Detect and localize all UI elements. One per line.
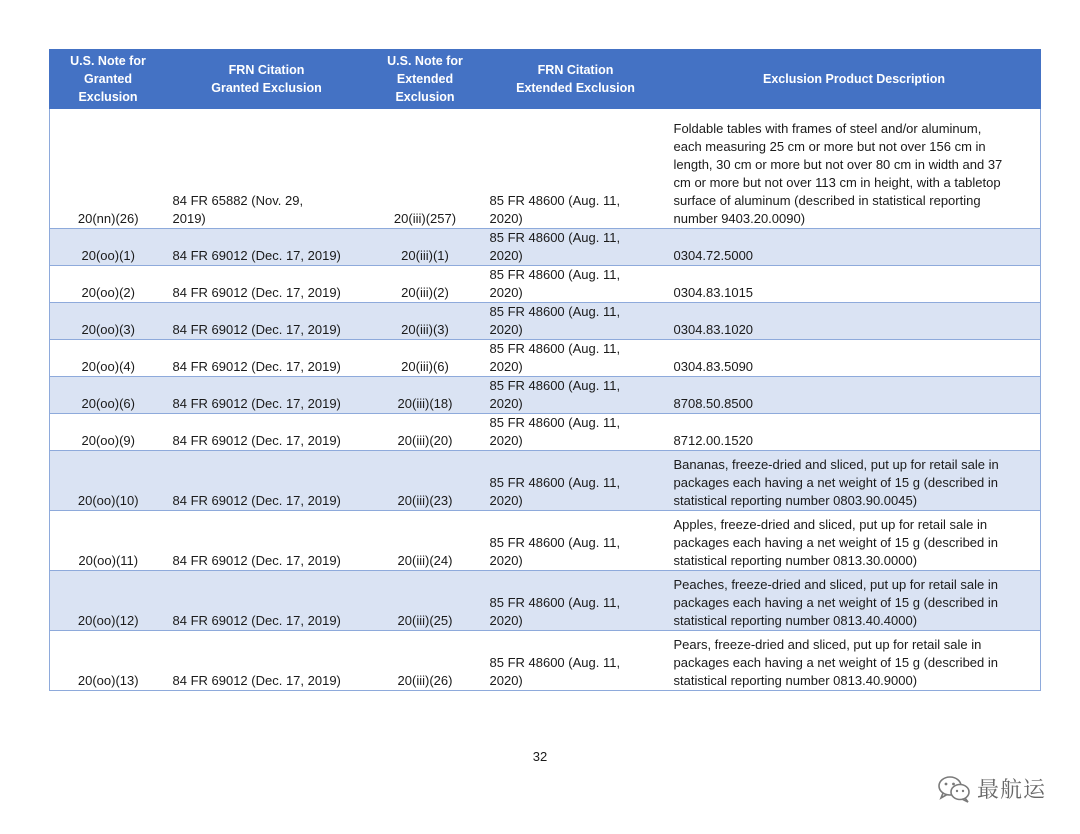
table-row [50,377,1041,414]
cell-line: 84 FR 69012 (Dec. 17, 2019) [172,359,341,374]
cell-line: Pears, freeze-dried and sliced, put up for retail sale in [673,637,982,652]
note-granted-cell: 20(oo)(1) [50,229,167,266]
note-granted-cell: 20(oo)(3) [50,303,167,340]
cell-line: surface of aluminum (described in statistical reporting [673,193,981,208]
cell-line: 2020) [489,673,523,688]
cell-line: 85 FR 48600 (Aug. 11, [489,378,621,393]
frn-granted-cell [167,571,367,631]
description-cell [668,303,1041,340]
table-row [50,451,1041,511]
note-extended-cell: 20(iii)(6) [367,340,484,377]
note-granted-cell: 20(oo)(6) [50,377,167,414]
cell-line: 84 FR 69012 (Dec. 17, 2019) [172,396,341,411]
cell-line: U.S. Note for [387,54,463,68]
cell-line: packages each having a net weight of 15 g (described in [673,475,998,490]
frn-extended-cell [484,451,668,511]
cell-line: 84 FR 69012 (Dec. 17, 2019) [172,613,341,628]
cell-line: Exclusion [395,90,455,104]
cell-line: Extended [396,72,454,86]
frn-granted-cell [167,303,367,340]
note-extended-cell: 20(iii)(1) [367,229,484,266]
description-cell [668,571,1041,631]
note-granted-cell: 20(oo)(12) [50,571,167,631]
cell-line: 84 FR 69012 (Dec. 17, 2019) [172,248,341,263]
cell-line: 0304.83.1015 [673,285,754,300]
cell-line: 2020) [489,433,523,448]
cell-line: 8712.00.1520 [673,433,754,448]
cell-line: 85 FR 48600 (Aug. 11, [489,304,621,319]
cell-line: 2020) [489,248,523,263]
column-header [167,50,367,109]
description-cell [668,109,1041,229]
cell-line: 85 FR 48600 (Aug. 11, [489,415,621,430]
cell-line: Foldable tables with frames of steel and/or aluminum, [673,121,982,136]
description-cell [668,229,1041,266]
table-row [50,414,1041,451]
cell-line: FRN Citation [537,63,614,77]
cell-line: 2020) [489,211,523,226]
cell-line: FRN Citation [228,63,305,77]
table-row [50,340,1041,377]
frn-granted-cell [167,414,367,451]
frn-granted-cell [167,340,367,377]
cell-line: 2020) [489,613,523,628]
cell-line: 85 FR 48600 (Aug. 11, [489,655,621,670]
cell-line: 85 FR 48600 (Aug. 11, [489,595,621,610]
cell-line: 84 FR 69012 (Dec. 17, 2019) [172,322,341,337]
watermark-text: 最航运 [976,777,1046,802]
note-granted-cell: 20(oo)(2) [50,266,167,303]
cell-line: 85 FR 48600 (Aug. 11, [489,267,621,282]
frn-extended-cell [484,631,668,691]
frn-granted-cell [167,229,367,266]
cell-line: 84 FR 69012 (Dec. 17, 2019) [172,493,341,508]
frn-extended-cell [484,511,668,571]
note-extended-cell: 20(iii)(257) [367,109,484,229]
cell-line: 84 FR 65882 (Nov. 29, [172,193,304,208]
note-extended-cell: 20(iii)(24) [367,511,484,571]
note-granted-cell: 20(oo)(9) [50,414,167,451]
wechat-icon [937,775,971,803]
description-cell [668,340,1041,377]
note-extended-cell: 20(iii)(18) [367,377,484,414]
cell-line: statistical reporting number 0813.40.9000) [673,673,918,688]
cell-line: U.S. Note for [70,54,146,68]
cell-line: 84 FR 69012 (Dec. 17, 2019) [172,285,341,300]
cell-line: 2019) [172,211,206,226]
cell-line: packages each having a net weight of 15 g (described in [673,535,998,550]
cell-line: number 9403.20.0090) [673,211,806,226]
cell-line: Granted Exclusion [211,81,322,95]
cell-line: 84 FR 69012 (Dec. 17, 2019) [172,433,341,448]
page-number: 32 [532,749,548,764]
cell-line: cm or more but not over 113 cm in height, with a tabletop [673,175,1001,190]
header-row [50,50,1041,109]
description-cell [668,377,1041,414]
note-extended-cell: 20(iii)(20) [367,414,484,451]
note-granted-cell: 20(oo)(4) [50,340,167,377]
cell-line: statistical reporting number 0803.90.0045) [673,493,918,508]
frn-granted-cell [167,631,367,691]
exclusion-table [49,49,1041,691]
cell-line: Exclusion [78,90,138,104]
cell-line: each measuring 25 cm or more but not over 156 cm in [673,139,986,154]
table-row [50,109,1041,229]
cell-line: packages each having a net weight of 15 g (described in [673,595,998,610]
table-row [50,631,1041,691]
cell-line: 2020) [489,396,523,411]
note-granted-cell: 20(nn)(26) [50,109,167,229]
cell-line: 85 FR 48600 (Aug. 11, [489,193,621,208]
cell-line: Bananas, freeze-dried and sliced, put up for retail sale in [673,457,999,472]
cell-line: 85 FR 48600 (Aug. 11, [489,341,621,356]
note-granted-cell: 20(oo)(13) [50,631,167,691]
description-cell [668,451,1041,511]
frn-extended-cell [484,571,668,631]
watermark [937,773,1046,804]
description-cell [668,511,1041,571]
note-granted-cell: 20(oo)(10) [50,451,167,511]
cell-line: 84 FR 69012 (Dec. 17, 2019) [172,553,341,568]
cell-line: statistical reporting number 0813.40.4000) [673,613,918,628]
cell-line: 84 FR 69012 (Dec. 17, 2019) [172,673,341,688]
table-row [50,303,1041,340]
cell-line: packages each having a net weight of 15 g (described in [673,655,998,670]
cell-line: 2020) [489,322,523,337]
description-cell [668,266,1041,303]
frn-extended-cell [484,414,668,451]
table-body [50,109,1041,691]
frn-extended-cell [484,377,668,414]
note-granted-cell: 20(oo)(11) [50,511,167,571]
table-row [50,571,1041,631]
frn-granted-cell [167,511,367,571]
frn-extended-cell [484,303,668,340]
frn-granted-cell [167,377,367,414]
cell-line: 0304.72.5000 [673,248,754,263]
cell-line: Apples, freeze-dried and sliced, put up for retail sale in [673,517,988,532]
cell-line: Granted [84,72,132,86]
cell-line: 2020) [489,553,523,568]
cell-line: 2020) [489,359,523,374]
frn-extended-cell [484,266,668,303]
column-header [367,50,484,109]
frn-extended-cell [484,229,668,266]
column-header [50,50,167,109]
cell-line: 2020) [489,493,523,508]
description-cell [668,631,1041,691]
cell-line: 85 FR 48600 (Aug. 11, [489,535,621,550]
frn-extended-cell [484,109,668,229]
note-extended-cell: 20(iii)(25) [367,571,484,631]
table-row [50,266,1041,303]
cell-line: Extended Exclusion [516,81,635,95]
note-extended-cell: 20(iii)(26) [367,631,484,691]
table-row [50,229,1041,266]
cell-line: 85 FR 48600 (Aug. 11, [489,475,621,490]
cell-line: 85 FR 48600 (Aug. 11, [489,230,621,245]
cell-line: 2020) [489,285,523,300]
cell-line: 0304.83.1020 [673,322,754,337]
cell-line: Exclusion Product Description [763,72,945,86]
cell-line: length, 30 cm or more but not over 80 cm in width and 37 [673,157,1003,172]
cell-line: Peaches, freeze-dried and sliced, put up for retail sale in [673,577,998,592]
column-header [484,50,668,109]
frn-granted-cell [167,109,367,229]
cell-line: statistical reporting number 0813.30.0000) [673,553,918,568]
note-extended-cell: 20(iii)(3) [367,303,484,340]
note-extended-cell: 20(iii)(23) [367,451,484,511]
frn-granted-cell [167,266,367,303]
table-row [50,511,1041,571]
note-extended-cell: 20(iii)(2) [367,266,484,303]
frn-granted-cell [167,451,367,511]
description-cell [668,414,1041,451]
cell-line: 0304.83.5090 [673,359,754,374]
table-header [50,50,1041,109]
column-header [668,50,1041,109]
cell-line: 8708.50.8500 [673,396,754,411]
frn-extended-cell [484,340,668,377]
